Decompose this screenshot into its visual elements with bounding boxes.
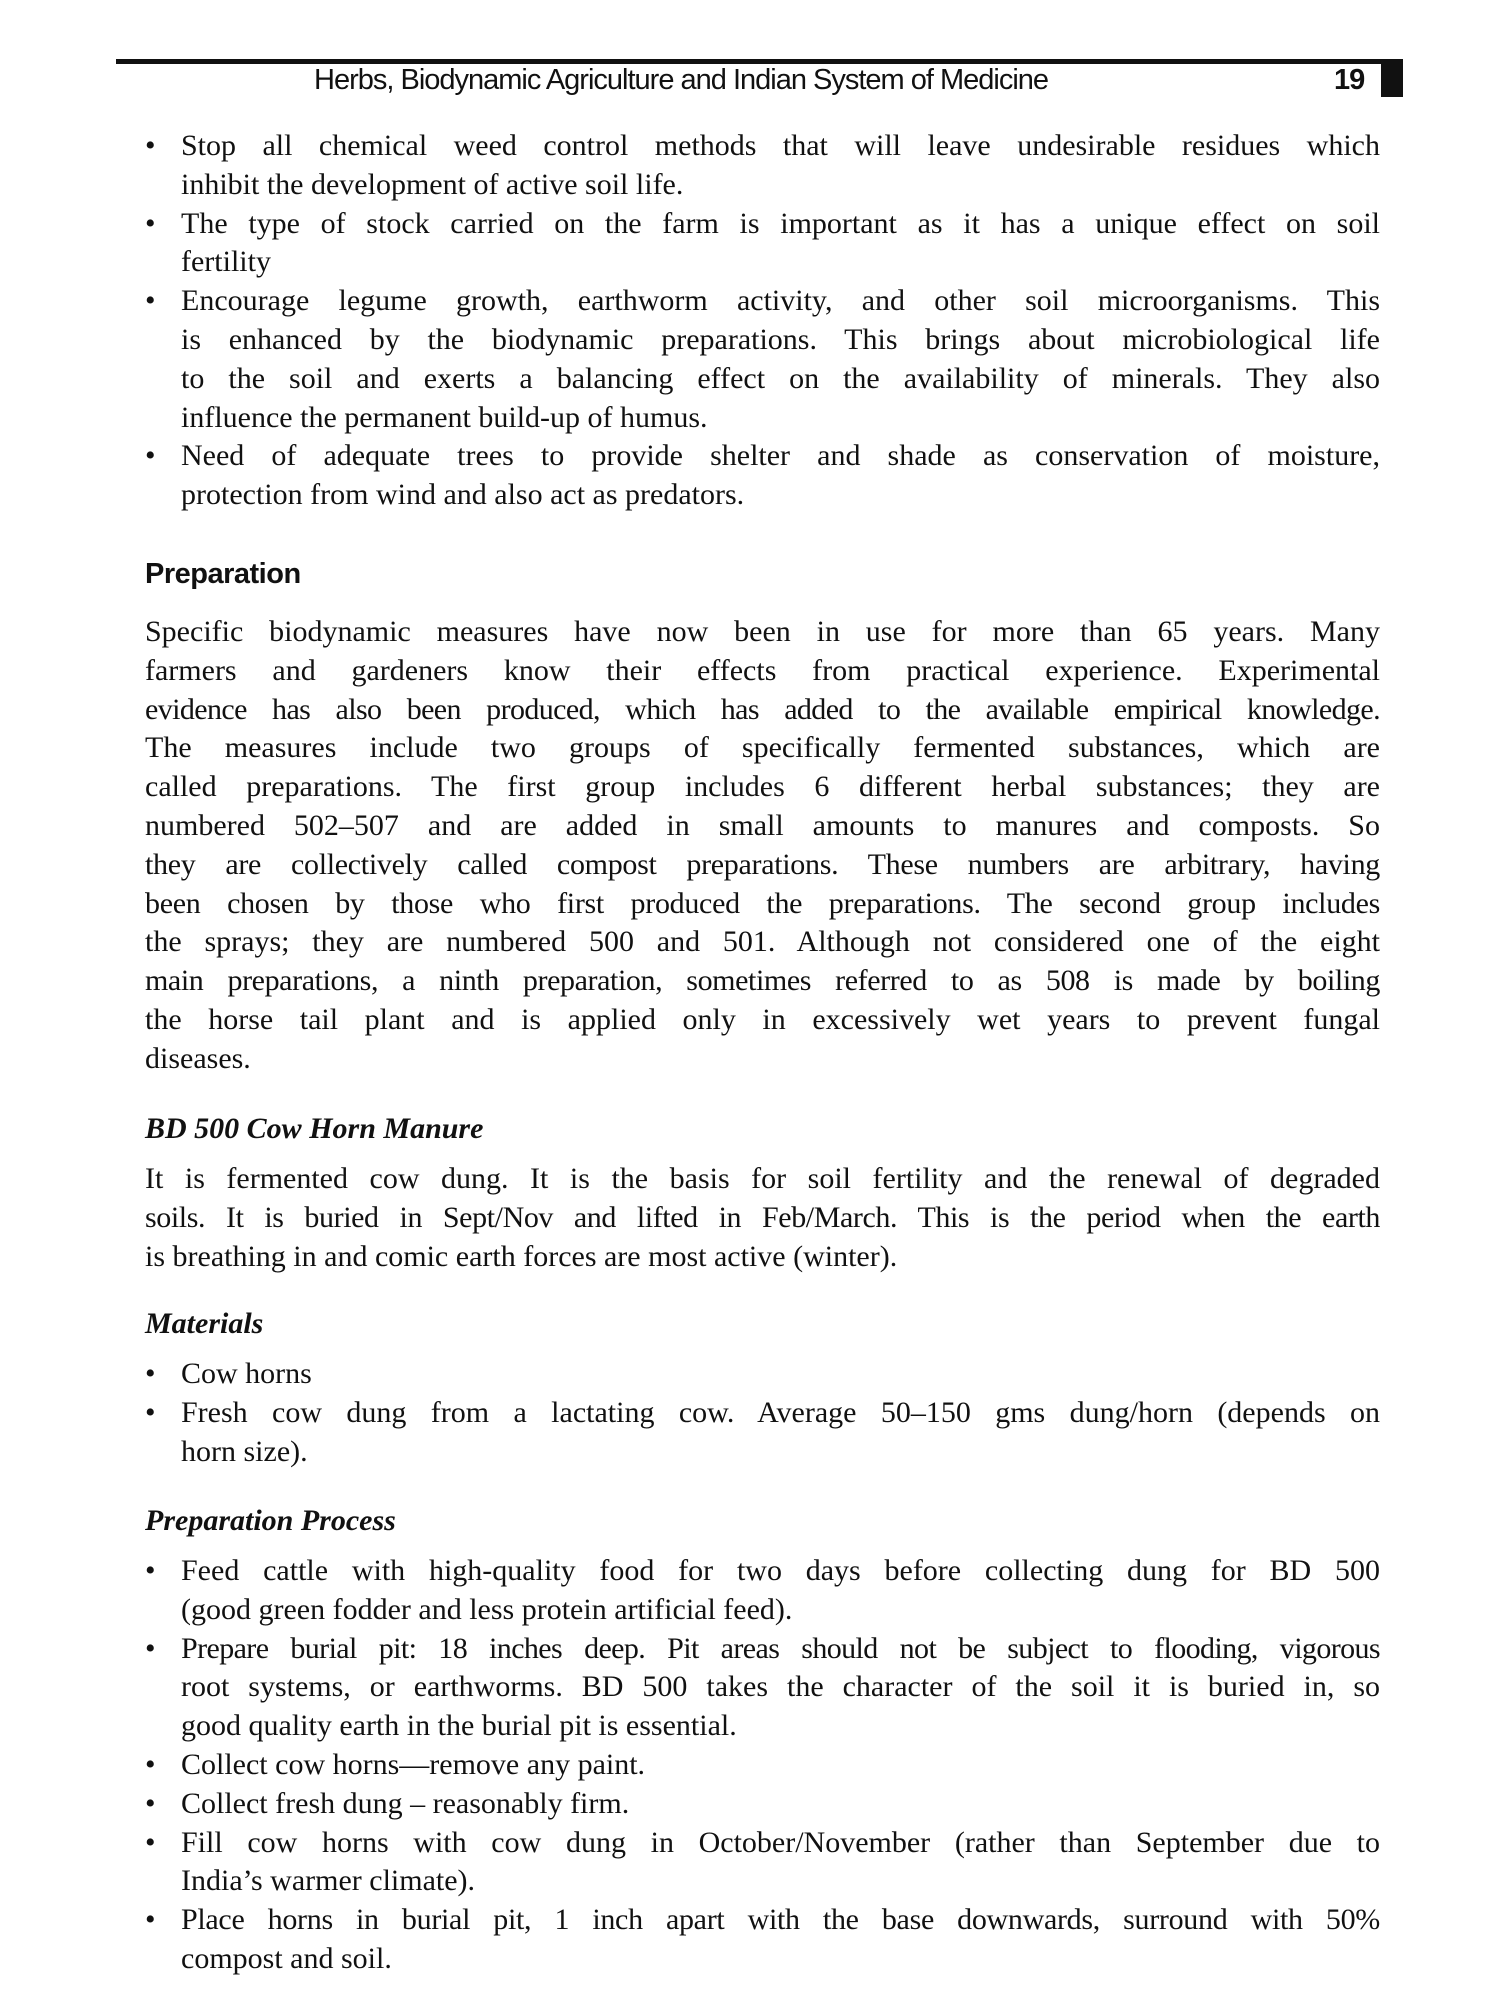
text-line: the sprays; they are numbered 500 and 501. Although not considered one of the eight — [145, 925, 1380, 959]
text-line: evidence has also been produced, which has added to the available empirical knowledge. — [145, 692, 1380, 726]
text-line: is enhanced by the biodynamic preparations. This brings about microbiological life — [181, 322, 1380, 356]
text-line: India’s warmer climate). — [181, 1864, 476, 1898]
bullet-icon: • — [145, 1903, 156, 1937]
list-item — [145, 1552, 1380, 1630]
text-line: Encourage legume growth, earthworm activity, and other soil microorganisms. This — [181, 284, 1380, 318]
preparation-paragraph — [145, 613, 1380, 1079]
bullet-icon: • — [145, 1357, 156, 1390]
text-line: The type of stock carried on the farm is important as it has a unique effect on soil — [181, 206, 1380, 240]
text-line: Stop all chemical weed control methods that will leave undesirable residues which — [181, 129, 1380, 162]
running-header: Herbs, Biodynamic Agriculture and Indian System of Medicine — [314, 64, 1049, 96]
text-line: inhibit the development of active soil life. — [181, 167, 684, 201]
subheading-bd500: BD 500 Cow Horn Manure — [145, 1112, 484, 1145]
text-line: (good green fodder and less protein artificial feed). — [181, 1592, 793, 1626]
intro-bullet-list — [145, 127, 1380, 515]
list-item — [145, 282, 1380, 437]
text-line: Collect cow horns—remove any paint. — [181, 1747, 646, 1781]
list-item — [145, 437, 1380, 515]
bullet-icon: • — [145, 1554, 156, 1587]
list-item — [145, 1746, 1380, 1785]
text-line: Feed cattle with high-quality food for two days before collecting dung for BD 500 — [181, 1554, 1380, 1587]
subheading-preparation-process: Preparation Process — [145, 1504, 396, 1537]
list-item — [145, 127, 1380, 205]
text-line: soils. It is buried in Sept/Nov and lifted in Feb/March. This is the period when the earth — [145, 1200, 1380, 1234]
text-line: Fill cow horns with cow dung in October/November (rather than September due to — [181, 1825, 1380, 1859]
process-list — [145, 1552, 1380, 1979]
text-line: they are collectively called compost preparations. These numbers are arbitrary, having — [145, 847, 1380, 881]
text-line: the horse tail plant and is applied only in excessively wet years to prevent fungal — [145, 1002, 1380, 1036]
bullet-icon: • — [145, 1825, 156, 1859]
text-line: protection from wind and also act as predators. — [181, 478, 745, 512]
text-line: root systems, or earthworms. BD 500 takes the character of the soil it is buried in, so — [181, 1670, 1380, 1704]
text-line: The measures include two groups of specifically fermented substances, which are — [145, 731, 1380, 765]
bullet-icon: • — [145, 439, 156, 473]
list-item — [145, 1394, 1380, 1472]
text-line: compost and soil. — [181, 1941, 392, 1975]
text-line: horn size). — [181, 1434, 308, 1468]
text-line: been chosen by those who first produced the preparations. The second group includes — [145, 886, 1380, 920]
bd500-paragraph — [145, 1160, 1380, 1276]
list-item — [145, 205, 1380, 283]
text-line: Fresh cow dung from a lactating cow. Average 50–150 gms dung/horn (depends on — [181, 1395, 1380, 1429]
text-line: good quality earth in the burial pit is essential. — [181, 1709, 737, 1743]
bullet-icon: • — [145, 1786, 156, 1820]
text-line: numbered 502–507 and are added in small amounts to manures and composts. So — [145, 808, 1380, 842]
text-line: It is fermented cow dung. It is the basis for soil fertility and the renewal of degraded — [145, 1162, 1380, 1195]
text-line: Cow horns — [181, 1357, 312, 1390]
text-line: Collect fresh dung – reasonably firm. — [181, 1786, 630, 1820]
text-line: Prepare burial pit: 18 inches deep. Pit areas should not be subject to flooding, vigorous — [181, 1631, 1380, 1665]
bullet-icon: • — [145, 284, 156, 318]
page-marker-block — [1381, 62, 1403, 97]
text-line: fertility — [181, 245, 271, 279]
page-number: 19 — [1334, 64, 1365, 96]
bullet-icon: • — [145, 1395, 156, 1429]
text-line: Need of adequate trees to provide shelter and shade as conservation of moisture, — [181, 439, 1380, 473]
section-heading-preparation: Preparation — [145, 558, 301, 590]
list-item — [145, 1901, 1380, 1979]
bullet-icon: • — [145, 1631, 156, 1665]
bullet-icon: • — [145, 129, 156, 162]
text-line: influence the permanent build-up of humus. — [181, 400, 708, 434]
text-line: Place horns in burial pit, 1 inch apart with the base downwards, surround with 50% — [181, 1903, 1380, 1937]
text-line: called preparations. The first group includes 6 different herbal substances; they are — [145, 770, 1380, 804]
bullet-icon: • — [145, 206, 156, 240]
list-item — [145, 1630, 1380, 1746]
materials-list — [145, 1355, 1380, 1471]
list-item — [145, 1355, 1380, 1394]
text-line: main preparations, a ninth preparation, sometimes referred to as 508 is made by boiling — [145, 964, 1380, 998]
text-line: diseases. — [145, 1041, 251, 1075]
list-item — [145, 1824, 1380, 1902]
text-line: to the soil and exerts a balancing effect on the availability of minerals. They also — [181, 361, 1380, 395]
text-line: Specific biodynamic measures have now been in use for more than 65 years. Many — [145, 615, 1380, 648]
text-line: is breathing in and comic earth forces are most active (winter). — [145, 1239, 898, 1273]
text-line: farmers and gardeners know their effects from practical experience. Experimental — [145, 653, 1380, 687]
list-item — [145, 1785, 1380, 1824]
subheading-materials: Materials — [145, 1307, 264, 1340]
bullet-icon: • — [145, 1747, 156, 1781]
